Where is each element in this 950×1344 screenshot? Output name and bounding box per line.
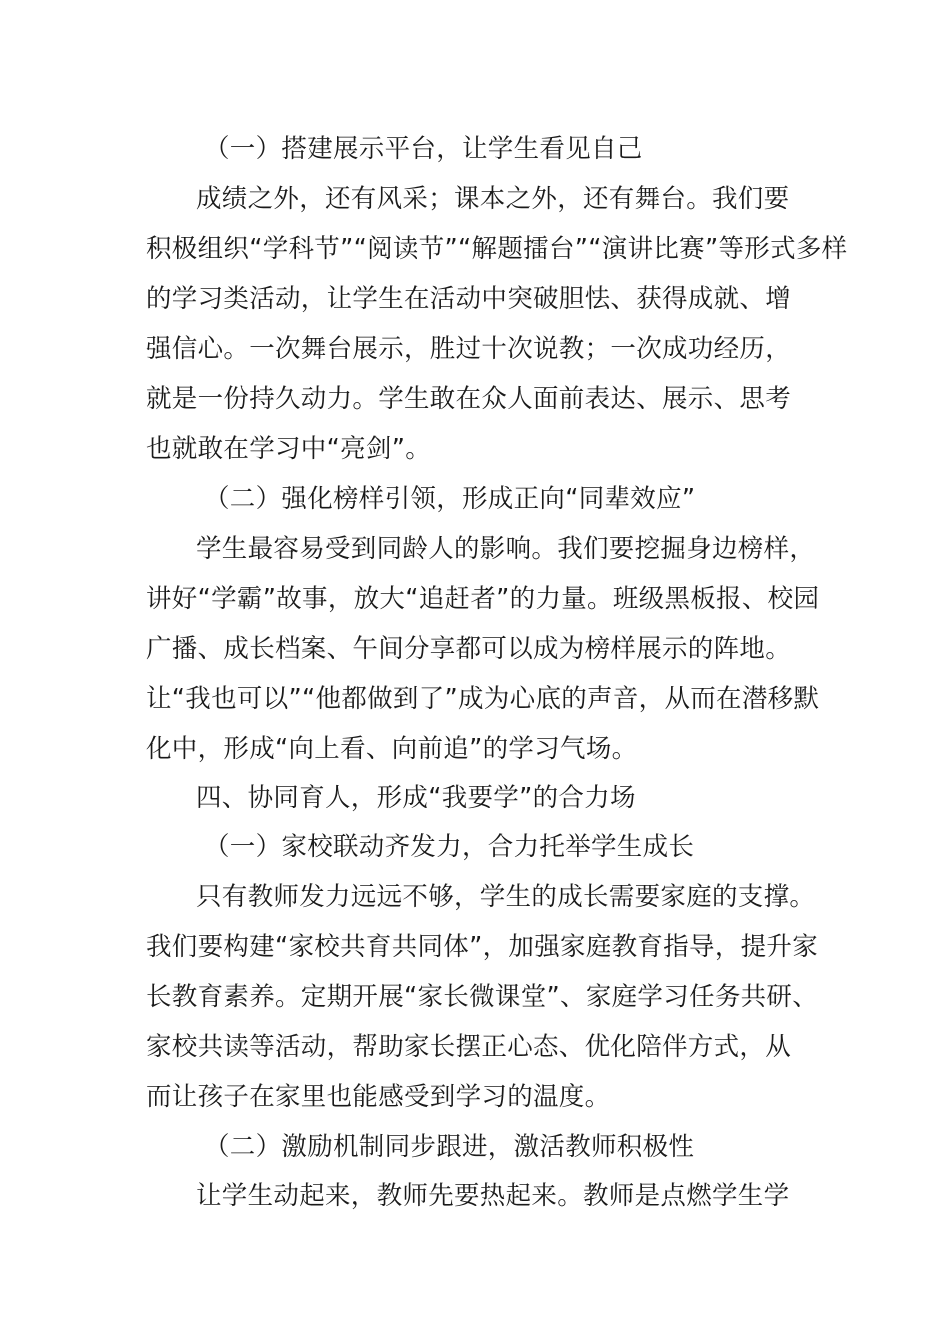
- paragraph-line: 广播、成长档案、午间分享都可以成为榜样展示的阵地。: [146, 634, 792, 664]
- paragraph-line: 也就敢在学习中“亮剑”。: [146, 434, 432, 464]
- paragraph-line: 家校共读等活动，帮助家长摆正心态、优化陪伴方式，从: [146, 1032, 792, 1062]
- paragraph-line: 成绩之外，还有风采；课本之外，还有舞台。我们要: [196, 184, 790, 214]
- paragraph-line: 让“我也可以”“他都做到了”成为心底的声音，从而在潜移默: [146, 684, 820, 714]
- paragraph-line: 的学习类活动，让学生在活动中突破胆怯、获得成就、增: [146, 284, 792, 314]
- paragraph-line: 积极组织“学科节”“阅读节”“解题擂台”“演讲比赛”等形式多样: [146, 234, 848, 264]
- paragraph-line: 让学生动起来，教师先要热起来。教师是点燃学生学: [196, 1181, 790, 1211]
- paragraph-line: 只有教师发力远远不够，学生的成长需要家庭的支撑。: [196, 882, 816, 912]
- paragraph-line: 化中，形成“向上看、向前追”的学习气场。: [146, 734, 638, 764]
- paragraph-line: 学生最容易受到同龄人的影响。我们要挖掘身边榜样，: [196, 534, 816, 564]
- paragraph-line: 长教育素养。定期开展“家长微课堂”、家庭学习任务共研、: [146, 982, 819, 1012]
- section-heading: （二）强化榜样引领，形成正向“同辈效应”: [204, 484, 696, 514]
- paragraph-line: 讲好“学霸”故事，放大“追赶者”的力量。班级黑板报、校园: [146, 584, 820, 614]
- section-heading: （一）搭建展示平台，让学生看见自己: [204, 134, 643, 164]
- section-heading: （二）激励机制同步跟进，激活教师积极性: [204, 1132, 695, 1162]
- paragraph-line: 而让孩子在家里也能感受到学习的温度。: [146, 1082, 611, 1112]
- section-heading: （一）家校联动齐发力，合力托举学生成长: [204, 832, 695, 862]
- chapter-heading: 四、协同育人，形成“我要学”的合力场: [196, 783, 636, 813]
- paragraph-line: 我们要构建“家校共育共同体”，加强家庭教育指导，提升家: [146, 932, 819, 962]
- paragraph-line: 强信心。一次舞台展示，胜过十次说教；一次成功经历，: [146, 334, 792, 364]
- paragraph-line: 就是一份持久动力。学生敢在众人面前表达、展示、思考: [146, 384, 792, 414]
